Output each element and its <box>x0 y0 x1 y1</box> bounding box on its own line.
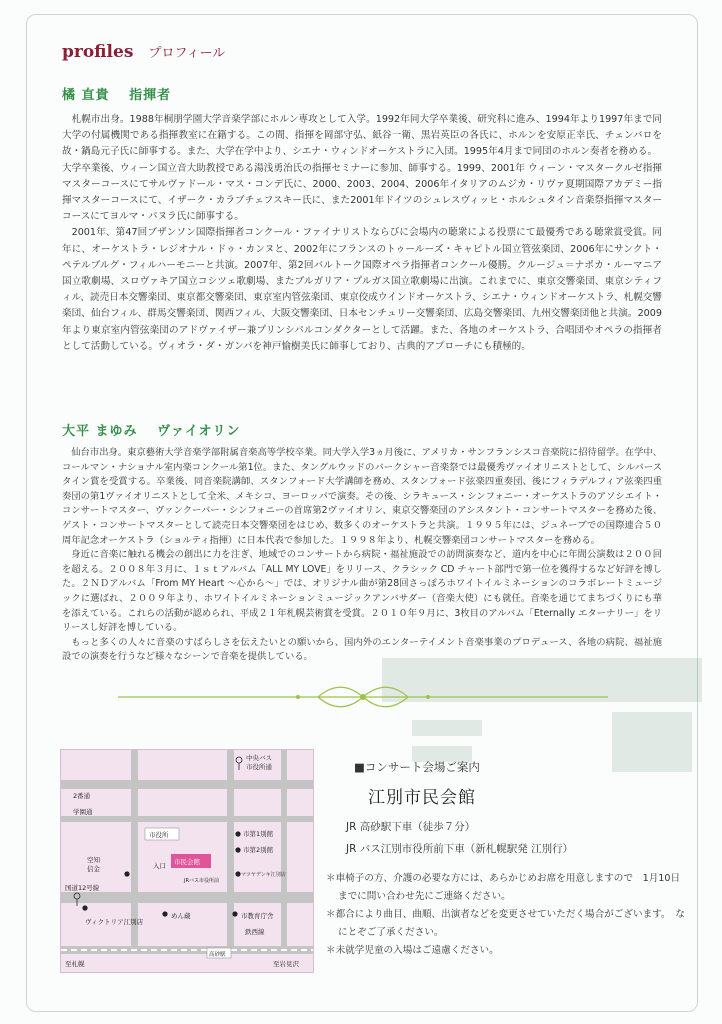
map-label-masa: マツヤデンキ江別店 <box>241 872 286 878</box>
map-label-school: 学園通 <box>73 808 93 816</box>
map-label-rail: 鉄西線 <box>245 928 265 936</box>
violinist-role: ヴァイオリン <box>157 424 241 439</box>
venue-info <box>346 759 694 860</box>
map-label-edu: 市教育庁舎 <box>241 912 274 920</box>
conductor-role: 指揮者 <box>129 88 172 103</box>
map-label-park2: 信金 <box>87 865 100 873</box>
map-label-venue: 市民会館 <box>174 858 200 866</box>
note-item: ＊車椅子の方、介護の必要な方には、あらかじめお席を用意しますので 1月10日までに問い合わせ先にご連絡ください。 <box>326 873 681 902</box>
venue-map <box>60 749 314 973</box>
profiles-header <box>62 42 225 62</box>
conductor-paragraph: 大学卒業後、ウィーン国立音大助教授である湯浅勇治氏の指揮セミナーに参加、師事する。1999、2001年 ウィーン・マスタークルゼ指揮マスターコースにてサルヴァドール・マス・コンデ氏に、2000、2003、2004、2006年イタリアのムジカ・リヴァ夏期国際アカデミー指揮マスターコースにて、イザーク・カラブチェフスキー氏に、また2001年ドイツのシュレスヴィッヒ・ホルシュタイン音楽祭指揮マスターコースにてヨルマ・パヌラ氏に師事する。 <box>62 162 662 223</box>
ornamental-divider <box>118 682 608 712</box>
conductor-paragraph: 札幌市出身。1988年桐朋学園大学音楽学部にホルン専攻として入学。1992年同大学卒業後、研究科に進み、1994年より1997年まで同大学の付属機関である指揮教室に在籍する。この間、指揮を岡部守弘、紙谷一衛、黒岩英臣の各氏に、ホルンを安原正幸氏、チェンバロを故・鍋島元子氏に師事する。また、大学在学中より、シエナ・ウィンドオーケストラに入団。1995年4月まで同団のホルン奏者を務める。 <box>62 114 662 158</box>
map-label-bus2: 市役所通 <box>246 763 272 771</box>
venue-name: 江別市民会館 <box>368 788 476 808</box>
violinist-heading <box>62 420 255 439</box>
map-label-takasago: 高砂駅 <box>209 952 226 958</box>
conductor-heading <box>62 84 185 103</box>
violinist-paragraph: もっと多くの人々に音楽のすばらしさを伝えたいとの願いから、国内外のエンターテイメント音楽事業のプロデュース、各地の病院、福祉施設での演奏を行うなど様々なシーンで音楽を提供している。 <box>62 636 662 663</box>
violinist-name: 大平 まゆみ <box>62 424 138 439</box>
map-label-park1: 空知 <box>87 856 100 864</box>
map-label-bus1: 中央バス <box>246 754 272 762</box>
map-label-menkura: めん蔵 <box>171 912 191 920</box>
notes <box>326 870 686 960</box>
map-label-jrbus: JRバス市役所前 <box>184 878 219 884</box>
violinist-paragraph: 仙台市出身。東京藝術大学音楽学部附属音楽高等学校卒業。同大学入学3ヵ月後に、アメリカ・サンフランシスコ音楽院に招待留学。在学中、コールマン・ナショナル室内楽コンクール第1位。また、タングルウッドのバークシャー音楽祭では最優秀ヴァイオリニストとして、シルバースタイン賞を受賞する。卒業後、同音楽院講師、スタンフォード大学講師を務め、スタンフォード弦楽四重奏団、後にフィラデルフィア弦楽四重奏団の第1ヴァイオリニストとして全米、メキシコ、ヨーロッパで演奏。その後、シラキュース・シンフォニー・オーケストラのアソシエイト・コンサートマスター、ヴァンクーバー・シンフォニーの首席第2ヴァイオリン、東京交響楽団のアシスタント・コンサートマスターを務めた後、ゲスト・コンサートマスターとして読売日本交響楽団をはじめ、数多くのオーケストラと共演。１９９５年には、ジュネーブでの国際連合５０周年記念オーケストラ（ショルティ指揮）に日本代表で参加した。１９９８年より、札幌交響楽団コンサートマスターを務める。 <box>62 447 662 546</box>
map-label-fire2: 市第2別館 <box>243 846 274 854</box>
map-label-iwamizawa: 至岩見沢 <box>273 960 299 968</box>
note-item: ＊都合により曲目、曲順、出演者などを変更させていただく場合がございます。 なにとぞご了承ください。 <box>326 909 685 938</box>
violinist-paragraph: 身近に音楽に触れる機会の創出に力を注ぎ、地域でのコンサートから病院・福祉施設での訪問演奏など、道内を中心に年間公演数は２００回を超える。２００８年３月に、１ｓｔアルバム「ALL MY LOVE」をリリース、クラシック CD チャート部門で第一位を獲得するなど好評を博した。２ＮＤアルバム「From MY Heart ～心から～」では、オリジナル曲が第28回さっぽろホワイトイルミネーションのコラボレートミュージックに選ばれ、２００９年より、ホワイトイルミネーションミュージックアンバサダー（音楽大使）にも就任。音楽を通じてまちづくりにも華を添えている。これらの活動が認められ、平成２１年札幌芸術賞を受賞。２０１０年９月に、3枚目のアルバム「Eternally エターナリー」をリリースし好評を博している。 <box>62 549 662 634</box>
profiles-subtitle: プロフィール <box>148 46 226 61</box>
map-label-sapporo: 至札幌 <box>65 960 85 968</box>
map-label-entrance: 入口 <box>153 862 166 870</box>
profiles-title: profiles <box>62 42 134 62</box>
access-list <box>346 816 694 860</box>
venue-heading: ■コンサート会場ご案内 <box>354 760 480 774</box>
access-line: JR 高砂駅下車（徒歩７分） <box>346 821 476 833</box>
conductor-paragraph: 2001年、第47回ブザンソン国際指揮者コンクール・ファイナリストならびに会場内の聴衆による投票にて最優秀である聴衆賞受賞。同年に、オーケストラ・レジオナル・ドゥ・カンヌと、2002年にフランスのトゥールーズ・キャピトル国立管弦楽団、2006年にサンクト・ペテルブルグ・フィルハーモニーと共演。2007年、第2回バルトーク国際オペラ指揮者コンクール優勝。クルージュ＝ナポカ・ルーマニア国立歌劇場、スロヴァキア国立コシツェ歌劇場、またブルガリア・プルガス国立歌劇場に出演。これまでに、東京交響楽団、東京シティフィル、読売日本交響楽団、東京都交響楽団、東京室内管弦楽団、東京佼成ウインドオーケストラ、シエナ・ウィンドオーケストラ、札幌交響楽団、仙台フィル、群馬交響楽団、関西フィル、大阪交響楽団、日本センチュリー交響楽団、広島交響楽団、九州交響楽団他と共演。2009年より東京室内管弦楽団のアドヴァイザー兼プリンシパルコンダクターとして活躍。また、各地のオーケストラ、合唱団やオペラの指揮者として活動している。ヴィオラ・ダ・ガンバを神戸愉樹美氏に師事しており、古典的アプローチにも積極的。 <box>62 227 662 352</box>
violinist-bio <box>62 446 662 665</box>
conductor-bio <box>62 112 662 355</box>
map-drawing <box>61 750 313 972</box>
map-label-victoria: ヴィクトリア江別店 <box>85 918 144 926</box>
map-label-fire1: 市第1別館 <box>243 830 274 838</box>
conductor-name: 橘 直貴 <box>62 88 110 103</box>
note-item: ＊未就学児童の入場はご遠慮ください。 <box>326 945 499 956</box>
map-label-cityhall: 市役所 <box>149 831 169 839</box>
map-label-route12: 国道12号線 <box>65 884 100 892</box>
map-label-road2: 2番通 <box>73 792 91 800</box>
access-line: JR バス江別市役所前下車（新札幌駅発 江別行） <box>346 843 574 855</box>
